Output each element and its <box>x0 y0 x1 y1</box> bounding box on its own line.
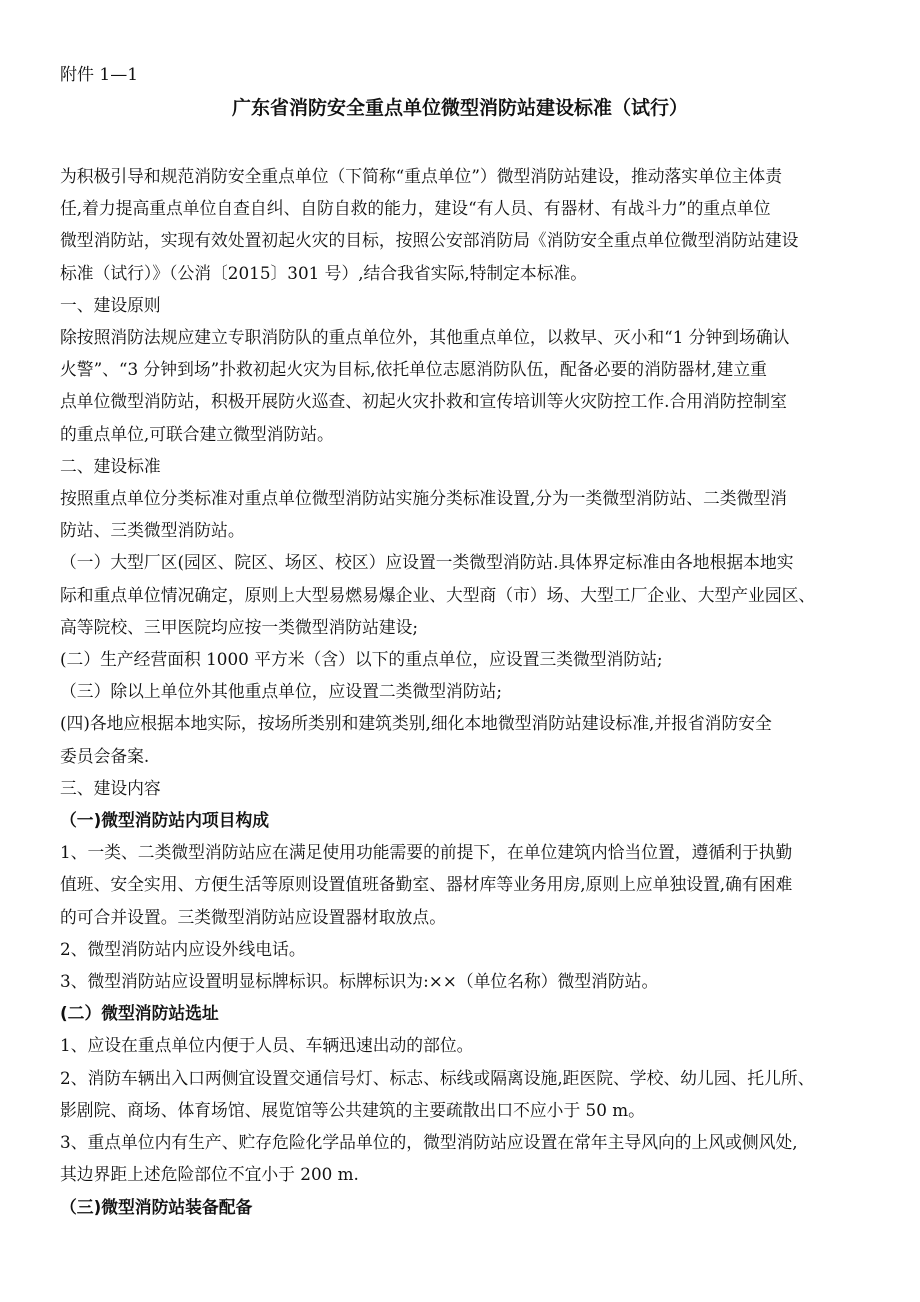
paragraph-line: 的可合并设置。三类微型消防站应设置器材取放点。 <box>60 906 446 927</box>
paragraph-line: 3、微型消防站应设置明显标牌标识。标牌标识为:××（单位名称）微型消防站。 <box>60 971 659 992</box>
paragraph-line: 2、微型消防站内应设外线电话。 <box>60 938 306 959</box>
paragraph-line: 任,着力提高重点单位自查自纠、自防自救的能力，建设“有人员、有器材、有战斗力”的重点单位 <box>60 198 771 219</box>
paragraph-line: 3、重点单位内有生产、贮存危险化学品单位的，微型消防站应设置在常年主导风向的上风或侧风处, <box>60 1132 798 1153</box>
paragraph-line: 委员会备案. <box>60 745 150 766</box>
document-title: 广东省消防安全重点单位微型消防站建设标准（试行） <box>231 97 688 119</box>
subsection-heading: （一)微型消防站内项目构成 <box>60 810 270 831</box>
paragraph-line: 1、应设在重点单位内便于人员、车辆迅速出动的部位。 <box>60 1035 474 1056</box>
paragraph-line: 的重点单位,可联合建立微型消防站。 <box>60 423 334 444</box>
section-heading: 三、建设内容 <box>60 777 161 798</box>
paragraph-line: 标准（试行）》（公消〔2015〕301 号）,结合我省实际,特制定本标准。 <box>60 262 588 283</box>
paragraph-line: 为积极引导和规范消防安全重点单位（下简称“重点单位”）微型消防站建设，推动落实单位主体责 <box>60 166 782 186</box>
paragraph-line: 火警”、“3 分钟到场”扑救初起火灾为目标,依托单位志愿消防队伍，配备必要的消防器材,建立重 <box>60 359 767 380</box>
subsection-heading: (二）微型消防站选址 <box>60 1003 219 1024</box>
paragraph-line: 按照重点单位分类标准对重点单位微型消防站实施分类标准设置,分为一类微型消防站、二类微型消 <box>60 488 787 509</box>
paragraph-line: 微型消防站，实现有效处置初起火灾的目标，按照公安部消防局《消防安全重点单位微型消防站建设 <box>60 230 799 251</box>
paragraph-line: （一）大型厂区(园区、院区、场区、校区）应设置一类微型消防站.具体界定标准由各地根据本地实 <box>60 552 794 573</box>
section-heading: 二、建设标准 <box>60 455 161 476</box>
attachment-label: 附件 1—1 <box>60 65 139 85</box>
paragraph-line: 点单位微型消防站，积极开展防火巡查、初起火灾扑救和宣传培训等火灾防控工作.合用消防控制室 <box>60 391 787 412</box>
section-heading: 一、建设原则 <box>60 294 161 315</box>
paragraph-line: (四)各地应根据本地实际，按场所类别和建筑类别,细化本地微型消防站建设标准,并报省消防安全 <box>60 713 772 734</box>
paragraph-line: 2、消防车辆出入口两侧宜设置交通信号灯、标志、标线或隔离设施,距医院、学校、幼儿园、托儿所、 <box>60 1067 815 1088</box>
paragraph-line: 除按照消防法规应建立专职消防队的重点单位外，其他重点单位，以救早、灭小和“1 分钟到场确认 <box>60 327 790 348</box>
subsection-heading: （三)微型消防站装备配备 <box>60 1196 253 1217</box>
paragraph-line: 高等院校、三甲医院均应按一类微型消防站建设; <box>60 616 419 637</box>
paragraph-line: 影剧院、商场、体育场馆、展览馆等公共建筑的主要疏散出口不应小于 50 m。 <box>60 1099 645 1120</box>
paragraph-line: 1、一类、二类微型消防站应在满足使用功能需要的前提下，在单位建筑内恰当位置，遵循利于执勤 <box>60 842 793 863</box>
document-body <box>60 160 870 1223</box>
paragraph-line: 值班、安全实用、方便生活等原则设置值班备勤室、器材库等业务用房,原则上应单独设置,确有困难 <box>60 874 793 895</box>
paragraph-line: (二）生产经营面积 1000 平方米（含）以下的重点单位，应设置三类微型消防站; <box>60 649 663 670</box>
paragraph-line: 际和重点单位情况确定，原则上大型易燃易爆企业、大型商（市）场、大型工厂企业、大型产业园区、 <box>60 584 816 605</box>
paragraph-line: 防站、三类微型消防站。 <box>60 520 245 541</box>
paragraph-line: 其边界距上述危险部位不宜小于 200 m. <box>60 1164 359 1185</box>
paragraph-line: （三）除以上单位外其他重点单位，应设置二类微型消防站; <box>60 681 502 702</box>
